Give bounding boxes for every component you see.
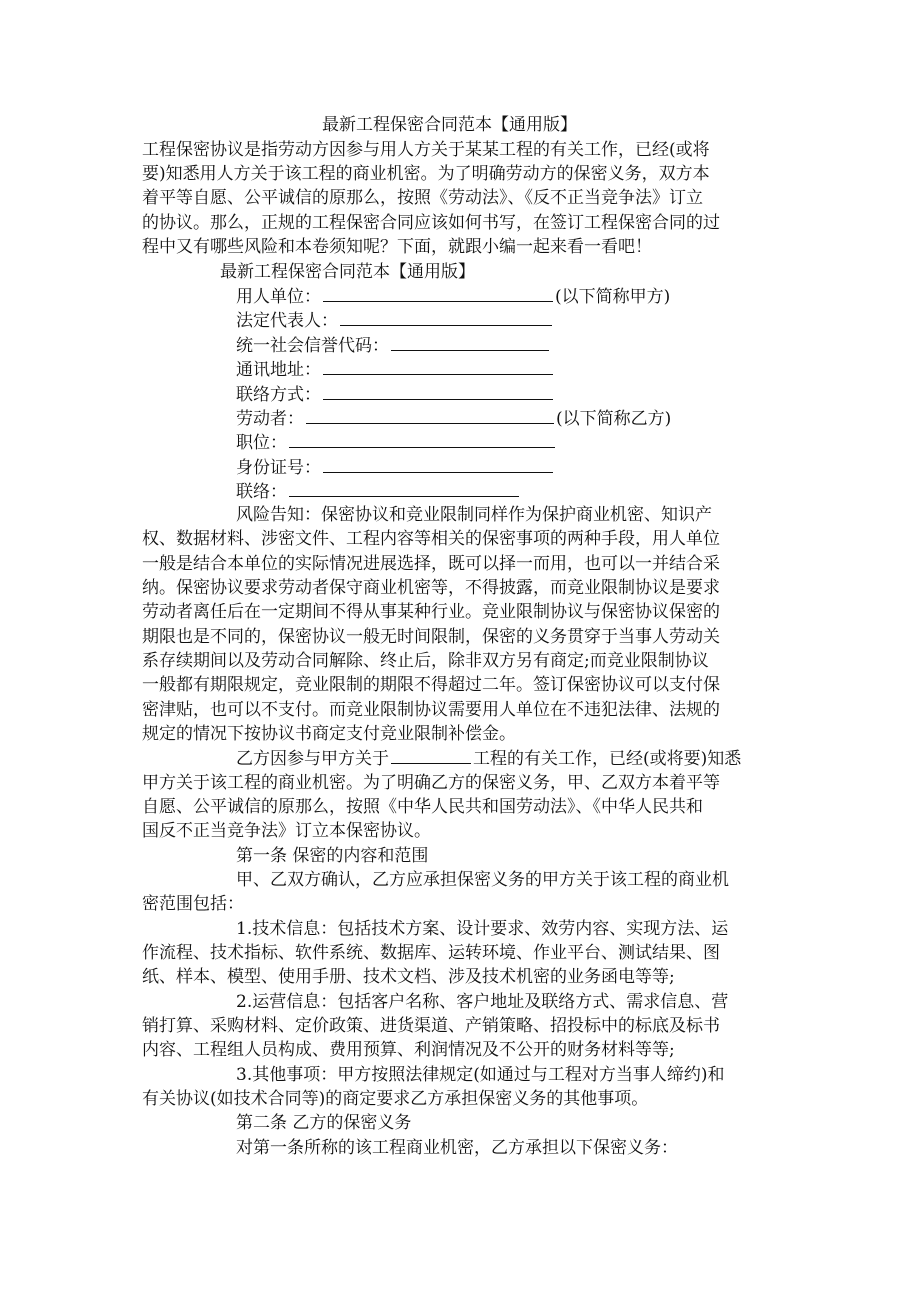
blank-line [391,746,471,764]
form-field-contact [236,479,521,505]
field-label: 统一社会信誉代码： [236,336,389,356]
form-field-position [236,430,557,456]
article-1-title: 第一条 保密的内容和范围 [236,846,429,866]
risk-line: 一般都有期限规定，竞业限制的期限不得超过二年。签订保密协议可以支付保 [142,675,720,695]
risk-line: 风险告知：保密协议和竞业限制同样作为保护商业机密、知识产 [236,505,712,525]
item-2-line: 内容、工程组人员构成、费用预算、利润情况及不公开的财务材料等等; [142,1040,675,1060]
risk-line: 系存续期间以及劳动合同解除、终止后，除非双方另有商定;而竞业限制协议 [142,651,709,671]
paragraph-yi-line: 自愿、公平诚信的原那么，按照《中华人民共和国劳动法》、《中华人民共和 [142,797,703,817]
paragraph-yi-line: 国反不正当竞争法》订立本保密协议。 [142,821,431,841]
field-suffix: (以下简称甲方) [555,287,671,307]
blank-line [340,308,552,326]
article-2-title: 第二条 乙方的保密义务 [236,1113,412,1133]
item-3-line: 3.其他事项：甲方按照法律规定(如通过与工程对方当事人缔约)和 [236,1065,725,1085]
field-label: 身份证号： [236,458,321,478]
field-suffix: (以下简称乙方) [556,409,672,429]
intro-line: 要)知悉用人方关于该工程的商业机密。为了明确劳动方的保密义务，双方本 [142,164,710,184]
paragraph-yi-first-line [236,746,741,772]
form-field-legal-rep [236,308,554,334]
para-yi-prefix: 乙方因参与甲方关于 [236,749,389,769]
intro-line: 的协议。那么，正规的工程保密合同应该如何书写，在签订工程保密合同的过 [142,213,720,233]
risk-line: 一般是结合本单位的实际情况进展选择，既可以择一而用，也可以一并结合采 [142,554,720,574]
field-label: 联络方式： [236,385,321,405]
field-label: 用人单位： [236,287,321,307]
article-2-line: 对第一条所称的该工程商业机密，乙方承担以下保密义务： [236,1138,678,1158]
blank-line [289,479,519,497]
document-title: 最新工程保密合同范本【通用版】 [322,115,577,135]
item-1-line: 1.技术信息：包括技术方案、设计要求、效劳内容、实现方法、运 [236,919,729,939]
risk-line: 密津贴，也可以不支付。而竞业限制协议需要用人单位在不违犯法律、法规的 [142,700,720,720]
blank-line [391,333,549,351]
form-field-contact-method [236,382,555,408]
intro-line: 程中又有哪些风险和本卷须知呢？下面，就跟小编一起来看一看吧！ [142,237,652,257]
form-field-address [236,357,555,383]
field-label: 联络： [236,482,287,502]
intro-line: 工程保密协议是指劳动方因参与用人方关于某某工程的有关工作，已经(或将 [142,140,710,160]
risk-line: 劳动者离任后在一定期间不得从事某种行业。竞业限制协议与保密协议保密的 [142,602,720,622]
para-yi-suffix: 工程的有关工作，已经(或将要)知悉 [473,749,742,769]
intro-line: 着平等自愿、公平诚信的原那么，按照《劳动法》、《反不正当竞争法》订立 [142,188,703,208]
section-subtitle: 最新工程保密合同范本【通用版】 [220,262,475,282]
form-field-worker [236,406,671,432]
article-1-line: 甲、乙双方确认，乙方应承担保密义务的甲方关于该工程的商业机 [236,870,729,890]
article-1-line: 密范围包括： [142,894,244,914]
item-1-line: 作流程、技术指标、软件系统、数据库、运转环境、作业平台、测试结果、图 [142,943,720,963]
blank-line [323,455,553,473]
risk-line: 期限也是不同的，保密协议一般无时间限制，保密的义务贯穿于当事人劳动关 [142,627,720,647]
item-1-line: 纸、样本、模型、使用手册、技术文档、涉及技术机密的业务函电等等; [142,967,675,987]
item-3-line: 有关协议(如技术合同等)的商定要求乙方承担保密义务的其他事项。 [142,1089,649,1109]
form-field-id-number [236,455,555,481]
risk-line: 权、数据材料、涉密文件、工程内容等相关的保密事项的两种手段，用人单位 [142,529,720,549]
field-label: 通讯地址： [236,360,321,380]
blank-line [289,430,555,448]
form-field-employer [236,284,670,310]
risk-line: 纳。保密协议要求劳动者保守商业机密等，不得披露，而竞业限制协议是要求 [142,578,720,598]
paragraph-yi-line: 甲方关于该工程的商业机密。为了明确乙方的保密义务，甲、乙双方本着平等 [142,773,720,793]
blank-line [323,382,553,400]
field-label: 劳动者： [236,409,304,429]
blank-line [306,406,554,424]
field-label: 职位： [236,433,287,453]
field-label: 法定代表人： [236,311,338,331]
blank-line [323,357,553,375]
blank-line [323,284,553,302]
risk-line: 规定的情况下按协议书商定支付竞业限制补偿金。 [142,724,516,744]
item-2-line: 销打算、采购材料、定价政策、进货渠道、产销策略、招投标中的标底及标书 [142,1016,720,1036]
item-2-line: 2.运营信息：包括客户名称、客户地址及联络方式、需求信息、营 [236,992,729,1012]
form-field-credit-code [236,333,551,359]
